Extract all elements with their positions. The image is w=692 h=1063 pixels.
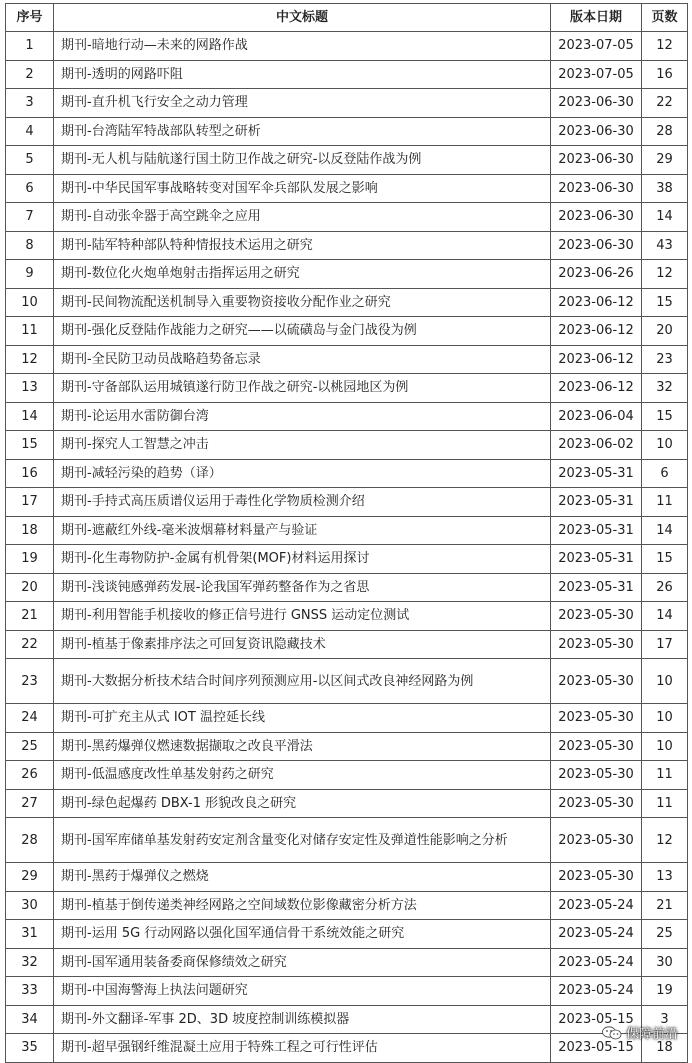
table-row [6, 345, 688, 374]
table-row [6, 602, 688, 631]
journal-table [5, 3, 688, 1063]
row-title: 期刊-运用 5G 行动网路以强化国军通信骨干系统效能之研究 [54, 920, 551, 949]
row-title: 期刊-低温感度改性单基发射药之研究 [54, 761, 551, 790]
row-date: 2023-05-30 [551, 732, 642, 761]
table-row [6, 516, 688, 545]
row-title: 期刊-透明的网路吓阻 [54, 60, 551, 89]
table-row [6, 818, 688, 863]
table-row [6, 431, 688, 460]
row-number: 6 [6, 174, 54, 203]
table-row [6, 863, 688, 892]
row-number: 32 [6, 948, 54, 977]
row-title: 期刊-探究人工智慧之冲击 [54, 431, 551, 460]
row-pages: 12 [642, 818, 688, 863]
row-title: 期刊-黑药爆弹仪燃速数据撷取之改良平滑法 [54, 732, 551, 761]
row-title: 期刊-中国海警海上执法问题研究 [54, 977, 551, 1006]
row-pages: 22 [642, 89, 688, 118]
row-pages: 23 [642, 345, 688, 374]
table-row [6, 203, 688, 232]
row-number: 1 [6, 32, 54, 61]
row-date: 2023-05-15 [551, 1034, 642, 1063]
row-pages: 16 [642, 60, 688, 89]
row-date: 2023-05-30 [551, 863, 642, 892]
row-number: 25 [6, 732, 54, 761]
row-date: 2023-06-30 [551, 89, 642, 118]
row-title: 期刊-超早强钢纤维混凝土应用于特殊工程之可行性评估 [54, 1034, 551, 1063]
row-pages: 14 [642, 602, 688, 631]
table-row [6, 573, 688, 602]
row-title: 期刊-强化反登陆作战能力之研究——以硫磺岛与金门战役为例 [54, 317, 551, 346]
wechat-icon [602, 1026, 622, 1040]
table-row [6, 459, 688, 488]
row-date: 2023-05-24 [551, 948, 642, 977]
table-row [6, 488, 688, 517]
row-date: 2023-06-02 [551, 431, 642, 460]
row-date: 2023-06-30 [551, 174, 642, 203]
table-row [6, 89, 688, 118]
row-title: 期刊-遮蔽红外线-毫米波烟幕材料量产与验证 [54, 516, 551, 545]
header-no: 序号 [6, 4, 54, 32]
header-pages: 页数 [642, 4, 688, 32]
row-title: 期刊-数位化火炮单炮射击指挥运用之研究 [54, 260, 551, 289]
row-number: 5 [6, 146, 54, 175]
row-title: 期刊-可扩充主从式 IOT 温控延长线 [54, 704, 551, 733]
row-pages: 43 [642, 231, 688, 260]
row-date: 2023-07-05 [551, 60, 642, 89]
row-pages: 12 [642, 32, 688, 61]
row-date: 2023-07-05 [551, 32, 642, 61]
row-date: 2023-06-04 [551, 402, 642, 431]
row-number: 15 [6, 431, 54, 460]
row-title: 期刊-外文翻译-军事 2D、3D 坡度控制训练模拟器 [54, 1005, 551, 1034]
row-number: 22 [6, 630, 54, 659]
row-date: 2023-06-12 [551, 317, 642, 346]
row-number: 12 [6, 345, 54, 374]
row-date: 2023-05-24 [551, 977, 642, 1006]
row-number: 3 [6, 89, 54, 118]
table-row [6, 174, 688, 203]
row-date: 2023-06-30 [551, 146, 642, 175]
row-title: 期刊-中华民国军事战略转变对国军伞兵部队发展之影响 [54, 174, 551, 203]
row-number: 2 [6, 60, 54, 89]
row-date: 2023-06-30 [551, 231, 642, 260]
table-row [6, 920, 688, 949]
row-pages: 10 [642, 732, 688, 761]
row-pages: 18 [642, 1034, 688, 1063]
row-number: 29 [6, 863, 54, 892]
row-title: 期刊-守备部队运用城镇遂行防卫作战之研究-以桃园地区为例 [54, 374, 551, 403]
row-number: 14 [6, 402, 54, 431]
row-number: 27 [6, 789, 54, 818]
row-pages: 12 [642, 260, 688, 289]
row-title: 期刊-国军库储单基发射药安定剂含量变化对储存安定性及弹道性能影响之分析 [54, 818, 551, 863]
row-pages: 10 [642, 431, 688, 460]
watermark-text: 保障前沿 [625, 1027, 678, 1042]
row-number: 18 [6, 516, 54, 545]
row-pages: 15 [642, 545, 688, 574]
row-date: 2023-05-30 [551, 602, 642, 631]
row-title: 期刊-全民防卫动员战略趋势备忘录 [54, 345, 551, 374]
table-row [6, 630, 688, 659]
table-row [6, 891, 688, 920]
row-pages: 10 [642, 704, 688, 733]
row-pages: 11 [642, 789, 688, 818]
row-pages: 25 [642, 920, 688, 949]
table-row [6, 402, 688, 431]
row-date: 2023-05-30 [551, 659, 642, 704]
row-date: 2023-05-30 [551, 789, 642, 818]
row-number: 30 [6, 891, 54, 920]
row-number: 20 [6, 573, 54, 602]
table-row [6, 659, 688, 704]
row-number: 9 [6, 260, 54, 289]
row-date: 2023-06-12 [551, 288, 642, 317]
row-number: 33 [6, 977, 54, 1006]
row-number: 4 [6, 117, 54, 146]
table-row [6, 288, 688, 317]
row-number: 8 [6, 231, 54, 260]
row-pages: 21 [642, 891, 688, 920]
table-row [6, 732, 688, 761]
row-pages: 26 [642, 573, 688, 602]
row-number: 21 [6, 602, 54, 631]
row-date: 2023-05-31 [551, 545, 642, 574]
row-date: 2023-05-24 [551, 920, 642, 949]
row-number: 28 [6, 818, 54, 863]
row-pages: 20 [642, 317, 688, 346]
row-date: 2023-06-12 [551, 345, 642, 374]
row-number: 24 [6, 704, 54, 733]
row-pages: 32 [642, 374, 688, 403]
row-pages: 30 [642, 948, 688, 977]
row-title: 期刊-台湾陆军特战部队转型之研析 [54, 117, 551, 146]
table-row [6, 231, 688, 260]
row-date: 2023-06-30 [551, 203, 642, 232]
row-pages: 3 [642, 1005, 688, 1034]
row-title: 期刊-植基于倒传递类神经网路之空间域数位影像藏密分析方法 [54, 891, 551, 920]
table-row [6, 704, 688, 733]
row-date: 2023-05-31 [551, 459, 642, 488]
row-title: 期刊-自动张伞器于高空跳伞之应用 [54, 203, 551, 232]
row-pages: 13 [642, 863, 688, 892]
row-pages: 15 [642, 288, 688, 317]
row-date: 2023-05-24 [551, 891, 642, 920]
row-date: 2023-06-30 [551, 117, 642, 146]
table-row [6, 977, 688, 1006]
row-title: 期刊-化生毒物防护-金属有机骨架(MOF)材料运用探讨 [54, 545, 551, 574]
header-title: 中文标题 [54, 4, 551, 32]
table-row [6, 1005, 688, 1034]
row-title: 期刊-植基于像素排序法之可回复资讯隐藏技术 [54, 630, 551, 659]
table-row [6, 789, 688, 818]
row-date: 2023-05-30 [551, 761, 642, 790]
row-pages: 10 [642, 659, 688, 704]
row-pages: 29 [642, 146, 688, 175]
row-number: 13 [6, 374, 54, 403]
table-row [6, 317, 688, 346]
row-title: 期刊-国军通用装备委商保修绩效之研究 [54, 948, 551, 977]
row-title: 期刊-论运用水雷防御台湾 [54, 402, 551, 431]
row-date: 2023-05-31 [551, 516, 642, 545]
row-pages: 38 [642, 174, 688, 203]
row-number: 11 [6, 317, 54, 346]
table-row [6, 761, 688, 790]
row-number: 17 [6, 488, 54, 517]
row-pages: 15 [642, 402, 688, 431]
row-number: 7 [6, 203, 54, 232]
row-number: 26 [6, 761, 54, 790]
row-date: 2023-05-15 [551, 1005, 642, 1034]
table-row [6, 60, 688, 89]
row-pages: 19 [642, 977, 688, 1006]
table-row [6, 545, 688, 574]
table-row [6, 146, 688, 175]
row-date: 2023-05-31 [551, 573, 642, 602]
table-row [6, 374, 688, 403]
table-row [6, 1034, 688, 1063]
table-row [6, 32, 688, 61]
row-date: 2023-06-26 [551, 260, 642, 289]
row-number: 23 [6, 659, 54, 704]
table-row [6, 948, 688, 977]
row-date: 2023-05-30 [551, 704, 642, 733]
row-date: 2023-05-31 [551, 488, 642, 517]
row-pages: 28 [642, 117, 688, 146]
table-row [6, 260, 688, 289]
row-pages: 6 [642, 459, 688, 488]
row-pages: 11 [642, 761, 688, 790]
row-title: 期刊-黑药于爆弹仪之燃烧 [54, 863, 551, 892]
row-number: 31 [6, 920, 54, 949]
row-title: 期刊-无人机与陆航遂行国土防卫作战之研究-以反登陆作战为例 [54, 146, 551, 175]
row-number: 35 [6, 1034, 54, 1063]
row-title: 期刊-暗地行动—未来的网路作战 [54, 32, 551, 61]
row-title: 期刊-手持式高压质谱仪运用于毒性化学物质检测介绍 [54, 488, 551, 517]
row-title: 期刊-减轻污染的趋势（译） [54, 459, 551, 488]
row-title: 期刊-绿色起爆药 DBX-1 形貌改良之研究 [54, 789, 551, 818]
row-pages: 14 [642, 516, 688, 545]
header-date: 版本日期 [551, 4, 642, 32]
row-title: 期刊-利用智能手机接收的修正信号进行 GNSS 运动定位测试 [54, 602, 551, 631]
watermark [602, 1023, 678, 1042]
row-pages: 17 [642, 630, 688, 659]
row-number: 10 [6, 288, 54, 317]
row-title: 期刊-陆军特种部队特种情报技术运用之研究 [54, 231, 551, 260]
row-title: 期刊-大数据分析技术结合时间序列预测应用-以区间式改良神经网路为例 [54, 659, 551, 704]
row-date: 2023-05-30 [551, 818, 642, 863]
row-title: 期刊-直升机飞行安全之动力管理 [54, 89, 551, 118]
row-number: 34 [6, 1005, 54, 1034]
table-row [6, 117, 688, 146]
row-pages: 11 [642, 488, 688, 517]
row-pages: 14 [642, 203, 688, 232]
row-number: 16 [6, 459, 54, 488]
row-title: 期刊-浅谈钝感弹药发展-论我国军弹药整备作为之省思 [54, 573, 551, 602]
row-title: 期刊-民间物流配送机制导入重要物资接收分配作业之研究 [54, 288, 551, 317]
header-row [6, 4, 688, 32]
row-date: 2023-06-12 [551, 374, 642, 403]
row-number: 19 [6, 545, 54, 574]
row-date: 2023-05-30 [551, 630, 642, 659]
